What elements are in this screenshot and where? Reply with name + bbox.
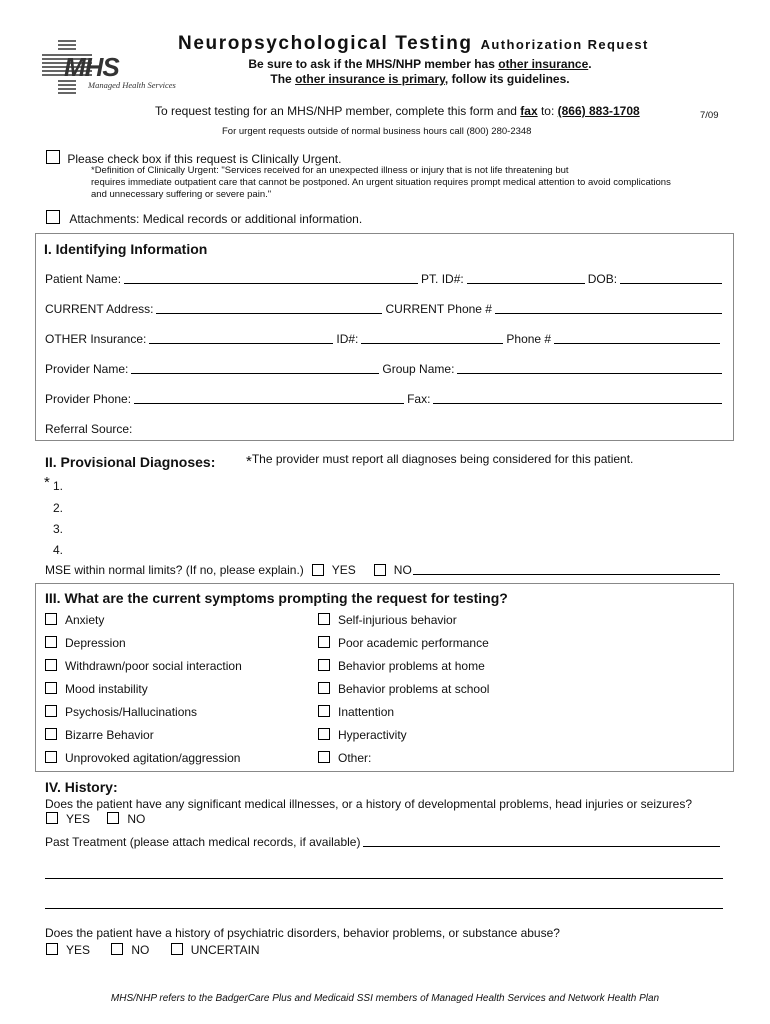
- mse-row: [45, 563, 723, 577]
- history-q1-options: [46, 812, 145, 826]
- note2-text: The: [270, 72, 296, 86]
- diagnosis-4-label[interactable]: 4.: [53, 543, 64, 557]
- current-phone-label: CURRENT Phone #: [385, 302, 492, 316]
- request-text: To request testing for an MHS/NHP member, complete this form and: [155, 104, 521, 118]
- q2-uncertain-label: UNCERTAIN: [190, 943, 260, 957]
- form-title: [178, 33, 649, 55]
- symptom-label: Anxiety: [65, 613, 105, 627]
- section4-title: IV. History:: [45, 779, 118, 795]
- symptom-label: Other:: [338, 751, 372, 765]
- section3-title: III. What are the current symptoms prompting the request for testing?: [45, 590, 508, 606]
- symptom-other[interactable]: [318, 751, 489, 774]
- symptom-anxiety[interactable]: [45, 613, 242, 636]
- fax-number: (866) 883-1708: [557, 104, 640, 118]
- symptom-checkbox[interactable]: [318, 728, 330, 740]
- provider-name-field[interactable]: [131, 372, 379, 374]
- symptom-withdrawn[interactable]: [45, 659, 242, 682]
- section2-title: II. Provisional Diagnoses:: [45, 454, 216, 470]
- urgent-checkbox[interactable]: [46, 150, 60, 164]
- symptom-label: Hyperactivity: [338, 728, 407, 742]
- group-name-field[interactable]: [457, 372, 722, 374]
- q1-yes-label: YES: [66, 812, 91, 826]
- symptom-label: Bizarre Behavior: [65, 728, 154, 742]
- past-treatment-line-3[interactable]: [45, 908, 723, 909]
- q1-no-checkbox[interactable]: [107, 812, 119, 824]
- other-insurance-row: [45, 332, 723, 346]
- symptom-checkbox[interactable]: [318, 705, 330, 717]
- symptom-label: Withdrawn/poor social interaction: [65, 659, 242, 673]
- mhs-logo: [40, 38, 180, 100]
- symptom-label: Poor academic performance: [338, 636, 489, 650]
- diagnosis-3-label[interactable]: 3.: [53, 522, 64, 536]
- symptom-poor-academic[interactable]: [318, 636, 489, 659]
- urgent-row: [46, 150, 341, 166]
- symptom-checkbox[interactable]: [45, 705, 57, 717]
- pt-id-field[interactable]: [467, 282, 585, 284]
- current-phone-field[interactable]: [495, 312, 722, 314]
- q2-no-label: NO: [131, 943, 150, 957]
- symptom-checkbox[interactable]: [45, 751, 57, 763]
- insurance-note-1: [200, 57, 640, 71]
- section1-title: I. Identifying Information: [44, 241, 208, 257]
- diagnosis-1-label[interactable]: 1.: [53, 479, 64, 493]
- mse-yes-label: YES: [331, 563, 356, 577]
- provider-phone-label: Provider Phone:: [45, 392, 132, 406]
- symptom-bizarre-behavior[interactable]: [45, 728, 242, 751]
- symptom-label: Self-injurious behavior: [338, 613, 457, 627]
- mse-no-label: NO: [393, 563, 412, 577]
- symptom-checkbox[interactable]: [45, 613, 57, 625]
- symptom-checkbox[interactable]: [45, 636, 57, 648]
- symptoms-left-column: [45, 613, 242, 774]
- footer-note: MHS/NHP refers to the BadgerCare Plus and Medicaid SSI members of Managed Health Services and Network Health Plan: [110, 993, 660, 1004]
- patient-name-field[interactable]: [124, 282, 418, 284]
- symptom-hyperactivity[interactable]: [318, 728, 489, 751]
- insurance-id-field[interactable]: [361, 342, 503, 344]
- other-insurance-label: OTHER Insurance:: [45, 332, 147, 346]
- provider-row: [45, 362, 725, 376]
- symptom-checkbox[interactable]: [318, 636, 330, 648]
- symptom-agitation[interactable]: [45, 751, 242, 774]
- symptom-label: Mood instability: [65, 682, 148, 696]
- q2-no-checkbox[interactable]: [111, 943, 123, 955]
- patient-name-label: Patient Name:: [45, 272, 122, 286]
- symptom-self-injurious[interactable]: [318, 613, 489, 636]
- insurance-phone-label: Phone #: [506, 332, 552, 346]
- symptom-checkbox[interactable]: [45, 659, 57, 671]
- request-instruction: [155, 104, 640, 118]
- history-q2-options: [46, 943, 260, 957]
- symptom-label: Behavior problems at school: [338, 682, 490, 696]
- logo-tagline: Managed Health Services: [88, 80, 176, 90]
- mse-no-checkbox[interactable]: [374, 564, 386, 576]
- symptom-label: Depression: [65, 636, 126, 650]
- mse-yes-checkbox[interactable]: [312, 564, 324, 576]
- dob-field[interactable]: [620, 282, 722, 284]
- insurance-phone-field[interactable]: [554, 342, 720, 344]
- note1-end: .: [588, 57, 592, 71]
- section-symptoms: [35, 583, 734, 772]
- note2-underline: other insurance is primary: [295, 72, 445, 86]
- urgent-phone-line: For urgent requests outside of normal business hours call (800) 280-2348: [222, 126, 532, 137]
- symptom-label: Unprovoked agitation/aggression: [65, 751, 241, 765]
- definition-line-1: *Definition of Clinically Urgent: "Services received for an unexpected illness or injury that is not life threatening but: [91, 165, 569, 176]
- symptom-checkbox[interactable]: [45, 682, 57, 694]
- logo-text: MHS: [64, 52, 119, 82]
- urgent-label: Please check box if this request is Clinically Urgent.: [67, 152, 342, 166]
- past-treatment-row: [45, 835, 723, 849]
- pt-id-label: PT. ID#:: [421, 272, 464, 286]
- referral-source-label: Referral Source:: [45, 422, 133, 436]
- attachments-checkbox[interactable]: [46, 210, 60, 224]
- form-date: 7/09: [700, 110, 719, 121]
- history-question-1: Does the patient have any significant medical illnesses, or a history of developmental problems, head injuries or seizures?: [45, 797, 693, 811]
- diagnoses-note: [246, 452, 633, 470]
- history-question-2: Does the patient have a history of psychiatric disorders, behavior problems, or substance abuse?: [45, 926, 560, 940]
- patient-row: [45, 272, 725, 286]
- current-address-row: [45, 302, 725, 316]
- request-fax-word: fax: [520, 104, 538, 118]
- symptom-mood-instability[interactable]: [45, 682, 242, 705]
- symptom-label: Behavior problems at home: [338, 659, 485, 673]
- q1-yes-checkbox[interactable]: [46, 812, 58, 824]
- symptom-behavior-home[interactable]: [318, 659, 489, 682]
- symptom-psychosis[interactable]: [45, 705, 242, 728]
- provider-fax-label: Fax:: [407, 392, 431, 406]
- urgent-definition: [91, 165, 671, 201]
- attachments-label: Attachments: Medical records or additional information.: [69, 212, 363, 226]
- symptom-depression[interactable]: [45, 636, 242, 659]
- q2-yes-checkbox[interactable]: [46, 943, 58, 955]
- symptom-checkbox[interactable]: [318, 613, 330, 625]
- symptom-checkbox[interactable]: [45, 728, 57, 740]
- provider-fax-field[interactable]: [433, 402, 722, 404]
- attachments-row: [46, 210, 362, 226]
- provider-name-label: Provider Name:: [45, 362, 129, 376]
- symptom-checkbox[interactable]: [318, 751, 330, 763]
- symptom-label: Inattention: [338, 705, 395, 719]
- q2-uncertain-checkbox[interactable]: [171, 943, 183, 955]
- definition-line-2: requires immediate outpatient care that cannot be postponed. An urgent situation requires prompt medical attention to avoid complications: [91, 177, 671, 188]
- mse-question: MSE within normal limits? (If no, please explain.): [45, 563, 304, 577]
- insurance-id-label: ID#:: [336, 332, 359, 346]
- q2-yes-label: YES: [66, 943, 91, 957]
- dob-label: DOB:: [587, 272, 618, 286]
- past-treatment-label: Past Treatment (please attach medical records, if available): [45, 835, 361, 849]
- note1-text: Be sure to ask if the MHS/NHP member has: [248, 57, 499, 71]
- referral-row: [45, 422, 132, 436]
- symptom-label: Psychosis/Hallucinations: [65, 705, 198, 719]
- past-treatment-line-2[interactable]: [45, 878, 723, 879]
- definition-line-3: and unnecessary suffering or severe pain.": [91, 189, 272, 200]
- provider-phone-field[interactable]: [134, 402, 404, 404]
- symptom-checkbox[interactable]: [318, 682, 330, 694]
- diagnosis-2-label[interactable]: 2.: [53, 501, 64, 515]
- past-treatment-field[interactable]: [363, 845, 720, 847]
- symptom-behavior-school[interactable]: [318, 682, 489, 705]
- other-insurance-field[interactable]: [149, 342, 333, 344]
- request-to: to:: [537, 104, 558, 118]
- section-identifying-information: [35, 233, 734, 441]
- q1-no-label: NO: [127, 812, 146, 826]
- diagnoses-note-text: The provider must report all diagnoses being considered for this patient.: [251, 452, 634, 466]
- diagnosis-1-star: *: [44, 474, 50, 491]
- group-name-label: Group Name:: [382, 362, 455, 376]
- symptom-inattention[interactable]: [318, 705, 489, 728]
- diagnoses-note-star: *: [246, 453, 252, 470]
- note2-end: , follow its guidelines.: [444, 72, 570, 86]
- current-address-field[interactable]: [156, 312, 382, 314]
- current-address-label: CURRENT Address:: [45, 302, 154, 316]
- provider-phone-row: [45, 392, 725, 406]
- insurance-note-2: [200, 72, 640, 86]
- title-main: Neuropsychological Testing: [178, 33, 473, 54]
- title-sub: Authorization Request: [480, 37, 649, 52]
- note1-underline: other insurance: [498, 57, 589, 71]
- symptom-checkbox[interactable]: [318, 659, 330, 671]
- mse-explain-field[interactable]: [413, 573, 720, 575]
- symptoms-right-column: [318, 613, 489, 774]
